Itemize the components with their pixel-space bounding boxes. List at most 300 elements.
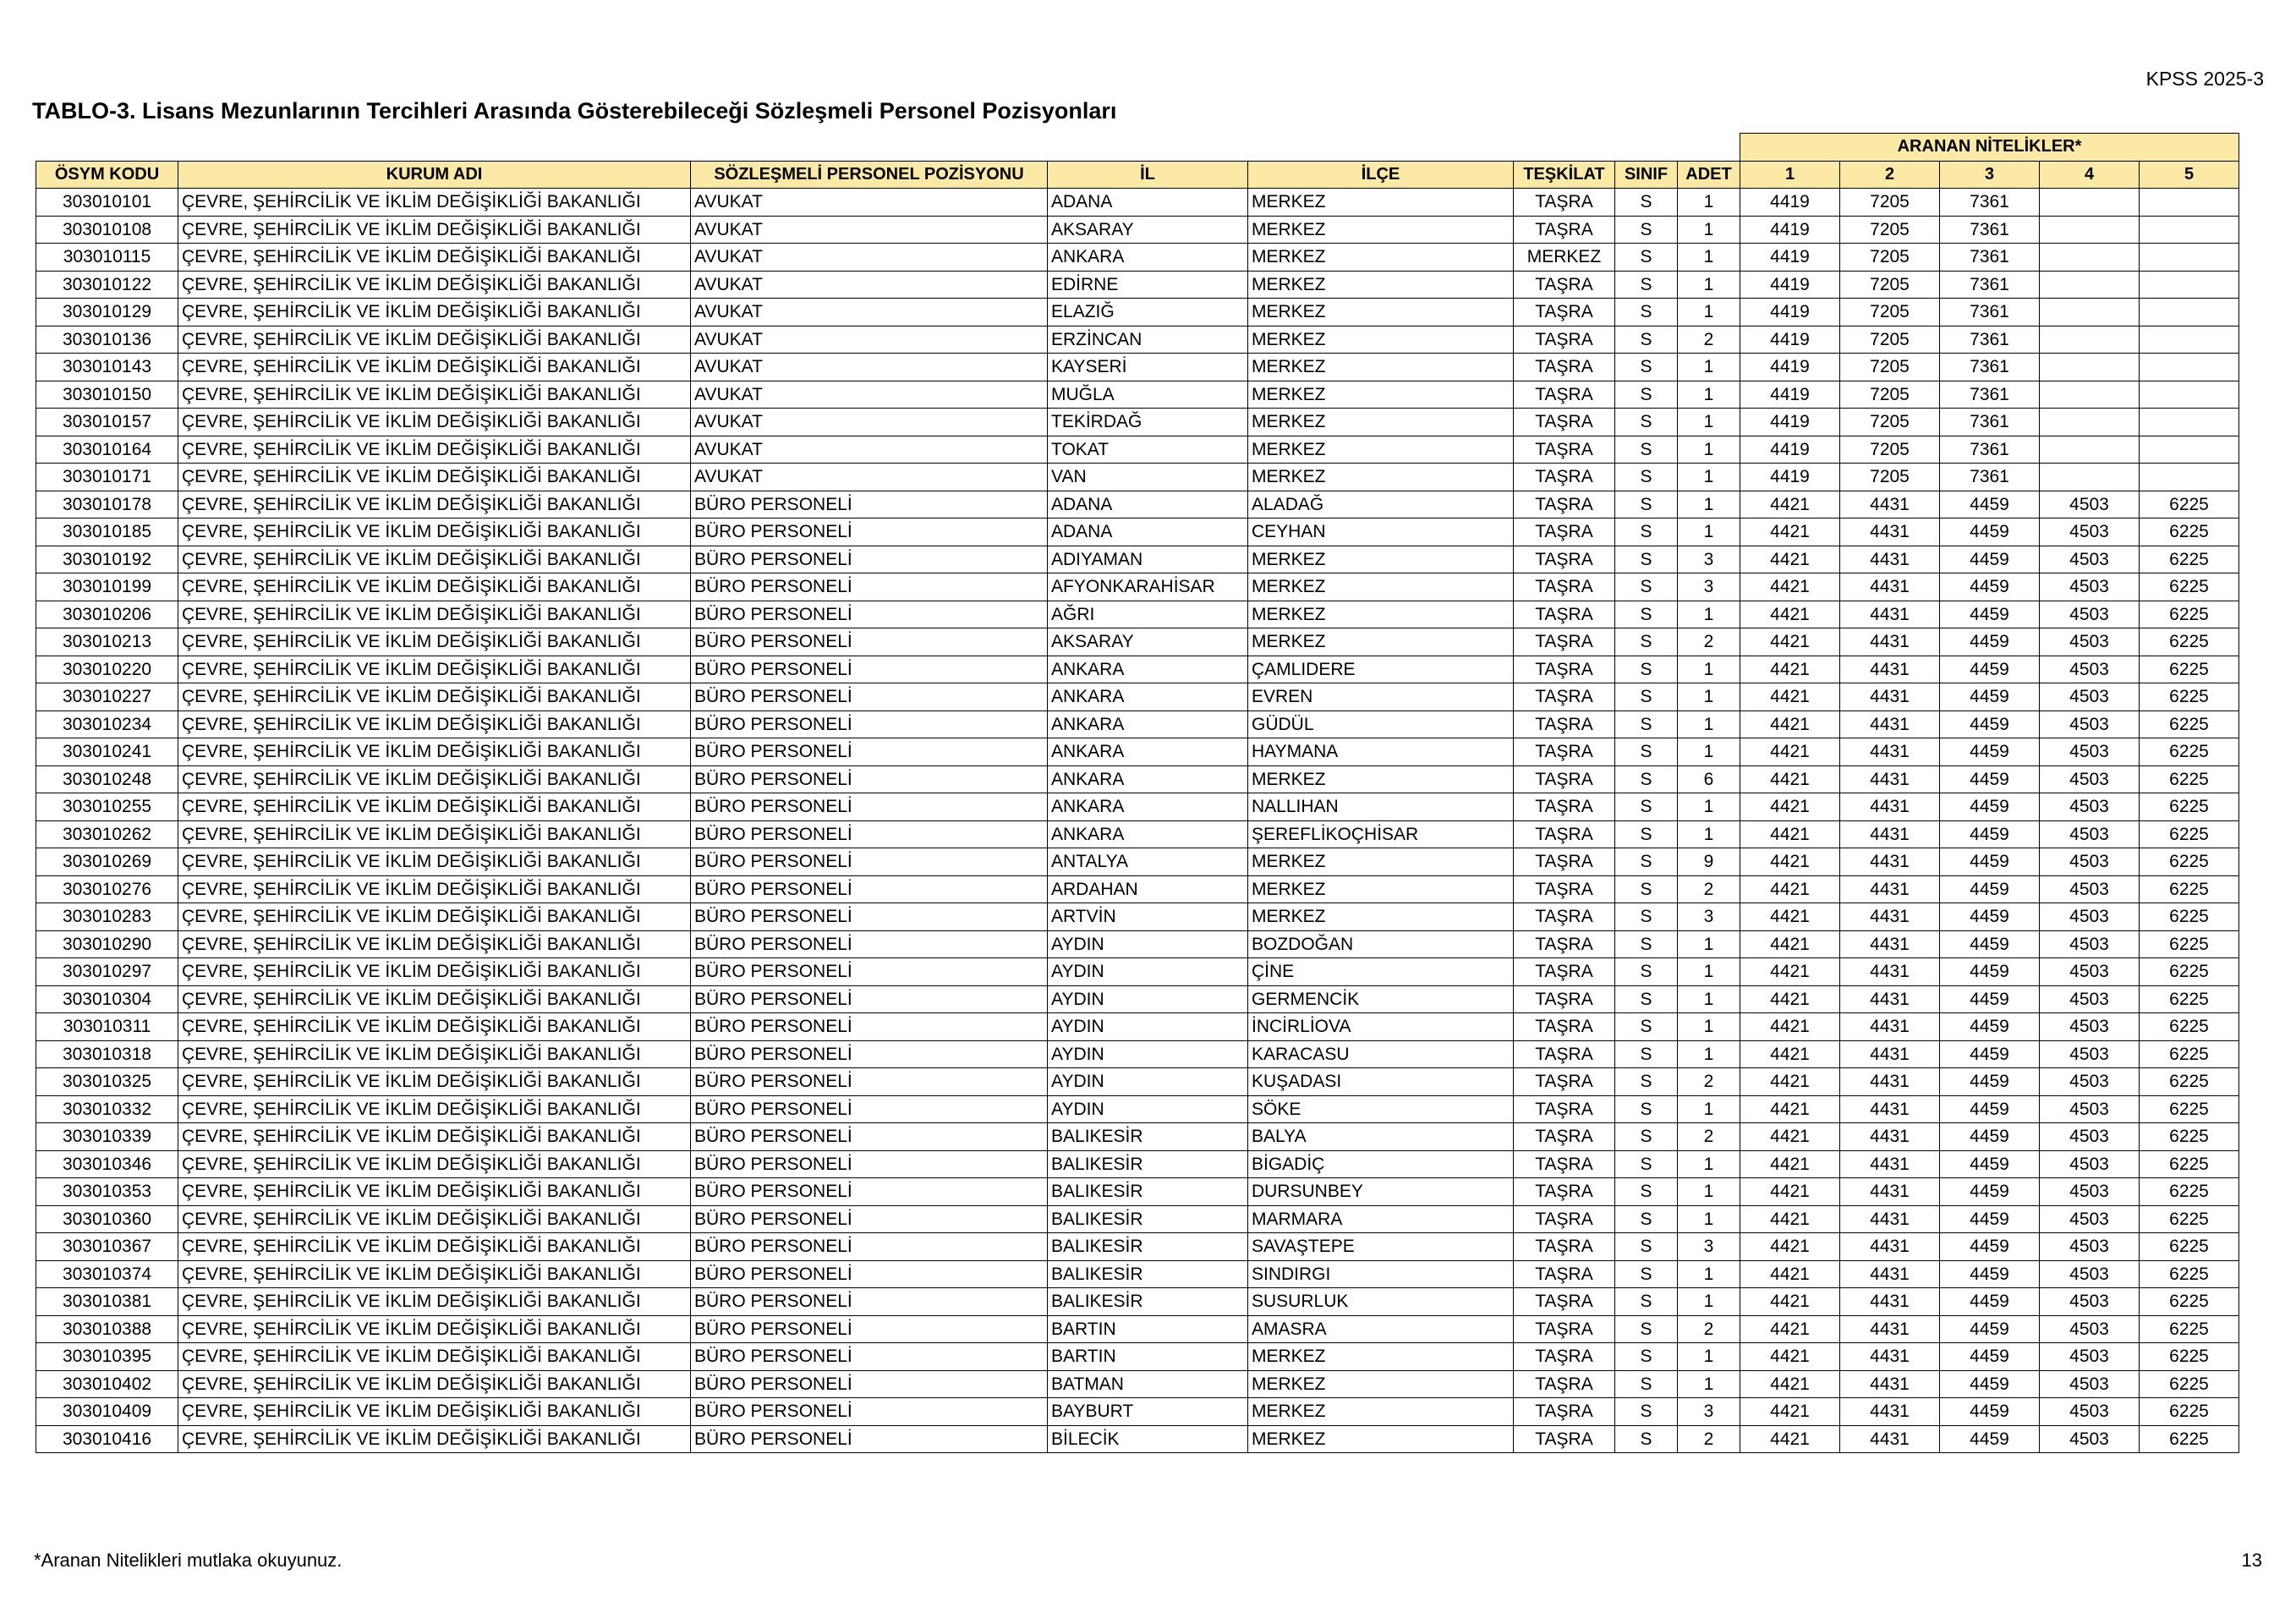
- cell-kurum-adi: ÇEVRE, ŞEHİRCİLİK VE İKLİM DEĞİŞİKLİĞİ BAKANLIĞI: [178, 354, 691, 381]
- table-row: [36, 464, 2239, 491]
- cell-nitelik-3: 4459: [1940, 1095, 2040, 1123]
- cell-kurum-adi: ÇEVRE, ŞEHİRCİLİK VE İKLİM DEĞİŞİKLİĞİ BAKANLIĞI: [178, 930, 691, 958]
- table-row: [36, 1013, 2239, 1041]
- cell-ilce: NALLIHAN: [1248, 793, 1514, 821]
- table-row: [36, 1425, 2239, 1453]
- cell-kurum-adi: ÇEVRE, ŞEHİRCİLİK VE İKLİM DEĞİŞİKLİĞİ BAKANLIĞI: [178, 1013, 691, 1041]
- cell-nitelik-1: 4421: [1740, 1343, 1840, 1371]
- cell-teskilat: TAŞRA: [1514, 793, 1615, 821]
- cell-nitelik-3: 7361: [1940, 354, 2040, 381]
- cell-sinif: S: [1615, 1370, 1678, 1398]
- cell-pozisyon: BÜRO PERSONELİ: [691, 601, 1048, 628]
- table-row: [36, 1040, 2239, 1068]
- cell-nitelik-3: 4459: [1940, 546, 2040, 573]
- cell-kurum-adi: ÇEVRE, ŞEHİRCİLİK VE İKLİM DEĞİŞİKLİĞİ BAKANLIĞI: [178, 464, 691, 491]
- cell-kurum-adi: ÇEVRE, ŞEHİRCİLİK VE İKLİM DEĞİŞİKLİĞİ BAKANLIĞI: [178, 1370, 691, 1398]
- cell-nitelik-5: 6225: [2140, 1013, 2239, 1041]
- cell-pozisyon: BÜRO PERSONELİ: [691, 1205, 1048, 1233]
- cell-nitelik-5: [2140, 244, 2239, 272]
- cell-nitelik-1: 4421: [1740, 710, 1840, 738]
- cell-nitelik-2: 4431: [1840, 985, 1940, 1013]
- cell-sinif: S: [1615, 271, 1678, 299]
- table-row: [36, 1123, 2239, 1151]
- cell-nitelik-1: 4419: [1740, 381, 1840, 409]
- cell-ilce: MARMARA: [1248, 1205, 1514, 1233]
- cell-pozisyon: BÜRO PERSONELİ: [691, 1288, 1048, 1316]
- cell-osym-kodu: 303010416: [36, 1425, 178, 1453]
- cell-nitelik-5: [2140, 436, 2239, 464]
- cell-nitelik-1: 4421: [1740, 738, 1840, 766]
- cell-pozisyon: BÜRO PERSONELİ: [691, 985, 1048, 1013]
- cell-adet: 3: [1678, 1233, 1740, 1261]
- table-row: [36, 683, 2239, 711]
- cell-teskilat: TAŞRA: [1514, 1343, 1615, 1371]
- cell-teskilat: TAŞRA: [1514, 216, 1615, 244]
- cell-osym-kodu: 303010143: [36, 354, 178, 381]
- cell-il: ANKARA: [1048, 656, 1248, 683]
- cell-nitelik-5: 6225: [2140, 1150, 2239, 1178]
- cell-nitelik-3: 7361: [1940, 216, 2040, 244]
- cell-teskilat: TAŞRA: [1514, 903, 1615, 931]
- cell-teskilat: TAŞRA: [1514, 1150, 1615, 1178]
- cell-sinif: S: [1615, 628, 1678, 656]
- cell-nitelik-1: 4421: [1740, 1205, 1840, 1233]
- table-row: [36, 573, 2239, 601]
- cell-nitelik-5: 6225: [2140, 1205, 2239, 1233]
- cell-nitelik-5: 6225: [2140, 930, 2239, 958]
- cell-ilce: DURSUNBEY: [1248, 1178, 1514, 1206]
- cell-il: ADANA: [1048, 189, 1248, 217]
- cell-osym-kodu: 303010269: [36, 848, 178, 876]
- cell-nitelik-4: [2040, 436, 2140, 464]
- cell-pozisyon: BÜRO PERSONELİ: [691, 628, 1048, 656]
- cell-il: BALIKESİR: [1048, 1178, 1248, 1206]
- cell-nitelik-1: 4421: [1740, 573, 1840, 601]
- cell-osym-kodu: 303010101: [36, 189, 178, 217]
- cell-osym-kodu: 303010178: [36, 491, 178, 518]
- cell-sinif: S: [1615, 464, 1678, 491]
- cell-il: ADANA: [1048, 518, 1248, 546]
- footnote: *Aranan Nitelikleri mutlaka okuyunuz.: [34, 1550, 342, 1571]
- cell-nitelik-2: 4431: [1840, 1343, 1940, 1371]
- cell-nitelik-1: 4419: [1740, 326, 1840, 354]
- cell-kurum-adi: ÇEVRE, ŞEHİRCİLİK VE İKLİM DEĞİŞİKLİĞİ BAKANLIĞI: [178, 1178, 691, 1206]
- cell-nitelik-1: 4421: [1740, 820, 1840, 848]
- cell-nitelik-1: 4421: [1740, 1425, 1840, 1453]
- cell-adet: 1: [1678, 1095, 1740, 1123]
- cell-nitelik-4: 4503: [2040, 1068, 2140, 1096]
- cell-nitelik-1: 4421: [1740, 1370, 1840, 1398]
- cell-nitelik-1: 4421: [1740, 930, 1840, 958]
- cell-teskilat: TAŞRA: [1514, 1370, 1615, 1398]
- cell-pozisyon: BÜRO PERSONELİ: [691, 793, 1048, 821]
- cell-il: KAYSERİ: [1048, 354, 1248, 381]
- cell-nitelik-2: 4431: [1840, 1370, 1940, 1398]
- cell-osym-kodu: 303010192: [36, 546, 178, 573]
- cell-nitelik-3: 7361: [1940, 409, 2040, 436]
- table-row: [36, 710, 2239, 738]
- table-row: [36, 765, 2239, 793]
- cell-pozisyon: BÜRO PERSONELİ: [691, 683, 1048, 711]
- cell-nitelik-5: 6225: [2140, 985, 2239, 1013]
- aranan-nitelikler-header: ARANAN NİTELİKLER*: [1740, 134, 2239, 162]
- cell-il: AKSARAY: [1048, 216, 1248, 244]
- cell-il: VAN: [1048, 464, 1248, 491]
- cell-nitelik-4: [2040, 409, 2140, 436]
- cell-nitelik-5: 6225: [2140, 518, 2239, 546]
- cell-pozisyon: AVUKAT: [691, 381, 1048, 409]
- cell-adet: 1: [1678, 958, 1740, 986]
- cell-pozisyon: BÜRO PERSONELİ: [691, 491, 1048, 518]
- cell-osym-kodu: 303010276: [36, 875, 178, 903]
- cell-osym-kodu: 303010367: [36, 1233, 178, 1261]
- cell-nitelik-2: 4431: [1840, 1425, 1940, 1453]
- table-row: [36, 1233, 2239, 1261]
- table-row: [36, 656, 2239, 683]
- cell-nitelik-5: 6225: [2140, 1343, 2239, 1371]
- cell-nitelik-3: 7361: [1940, 299, 2040, 326]
- cell-osym-kodu: 303010248: [36, 765, 178, 793]
- cell-il: BARTIN: [1048, 1343, 1248, 1371]
- column-header-sinif: SINIF: [1615, 161, 1678, 189]
- cell-sinif: S: [1615, 1233, 1678, 1261]
- cell-nitelik-5: 6225: [2140, 1425, 2239, 1453]
- cell-nitelik-2: 4431: [1840, 1205, 1940, 1233]
- cell-nitelik-3: 7361: [1940, 464, 2040, 491]
- cell-nitelik-3: 4459: [1940, 848, 2040, 876]
- cell-ilce: SUSURLUK: [1248, 1288, 1514, 1316]
- cell-pozisyon: BÜRO PERSONELİ: [691, 518, 1048, 546]
- cell-teskilat: TAŞRA: [1514, 1233, 1615, 1261]
- cell-pozisyon: AVUKAT: [691, 271, 1048, 299]
- cell-sinif: S: [1615, 820, 1678, 848]
- cell-adet: 1: [1678, 464, 1740, 491]
- cell-sinif: S: [1615, 930, 1678, 958]
- cell-sinif: S: [1615, 765, 1678, 793]
- cell-nitelik-2: 4431: [1840, 628, 1940, 656]
- cell-ilce: HAYMANA: [1248, 738, 1514, 766]
- cell-osym-kodu: 303010297: [36, 958, 178, 986]
- cell-adet: 2: [1678, 1123, 1740, 1151]
- cell-nitelik-5: 6225: [2140, 875, 2239, 903]
- cell-nitelik-3: 7361: [1940, 436, 2040, 464]
- cell-pozisyon: BÜRO PERSONELİ: [691, 1123, 1048, 1151]
- cell-sinif: S: [1615, 491, 1678, 518]
- cell-nitelik-1: 4421: [1740, 1068, 1840, 1096]
- cell-nitelik-3: 4459: [1940, 1178, 2040, 1206]
- cell-kurum-adi: ÇEVRE, ŞEHİRCİLİK VE İKLİM DEĞİŞİKLİĞİ BAKANLIĞI: [178, 820, 691, 848]
- cell-nitelik-3: 4459: [1940, 1123, 2040, 1151]
- cell-nitelik-3: 4459: [1940, 1233, 2040, 1261]
- cell-adet: 2: [1678, 1315, 1740, 1343]
- cell-nitelik-5: [2140, 216, 2239, 244]
- cell-nitelik-4: 4503: [2040, 903, 2140, 931]
- cell-nitelik-5: 6225: [2140, 1260, 2239, 1288]
- cell-sinif: S: [1615, 436, 1678, 464]
- cell-teskilat: TAŞRA: [1514, 930, 1615, 958]
- table-row: [36, 244, 2239, 272]
- cell-nitelik-3: 7361: [1940, 244, 2040, 272]
- cell-osym-kodu: 303010339: [36, 1123, 178, 1151]
- cell-pozisyon: AVUKAT: [691, 244, 1048, 272]
- cell-adet: 1: [1678, 1150, 1740, 1178]
- cell-pozisyon: BÜRO PERSONELİ: [691, 546, 1048, 573]
- cell-kurum-adi: ÇEVRE, ŞEHİRCİLİK VE İKLİM DEĞİŞİKLİĞİ BAKANLIĞI: [178, 409, 691, 436]
- page-header-code: KPSS 2025-3: [2145, 68, 2264, 90]
- cell-pozisyon: AVUKAT: [691, 299, 1048, 326]
- table-body: [36, 189, 2239, 1453]
- cell-kurum-adi: ÇEVRE, ŞEHİRCİLİK VE İKLİM DEĞİŞİKLİĞİ BAKANLIĞI: [178, 299, 691, 326]
- cell-nitelik-4: 4503: [2040, 793, 2140, 821]
- cell-sinif: S: [1615, 573, 1678, 601]
- cell-nitelik-5: [2140, 409, 2239, 436]
- cell-nitelik-4: [2040, 381, 2140, 409]
- cell-il: ERZİNCAN: [1048, 326, 1248, 354]
- cell-nitelik-2: 7205: [1840, 436, 1940, 464]
- cell-pozisyon: BÜRO PERSONELİ: [691, 1233, 1048, 1261]
- cell-nitelik-5: 6225: [2140, 820, 2239, 848]
- table-row: [36, 326, 2239, 354]
- cell-kurum-adi: ÇEVRE, ŞEHİRCİLİK VE İKLİM DEĞİŞİKLİĞİ BAKANLIĞI: [178, 546, 691, 573]
- table-row: [36, 1398, 2239, 1426]
- cell-osym-kodu: 303010213: [36, 628, 178, 656]
- cell-adet: 1: [1678, 985, 1740, 1013]
- cell-sinif: S: [1615, 958, 1678, 986]
- cell-nitelik-5: [2140, 299, 2239, 326]
- cell-sinif: S: [1615, 326, 1678, 354]
- cell-sinif: S: [1615, 1260, 1678, 1288]
- cell-nitelik-2: 4431: [1840, 601, 1940, 628]
- cell-teskilat: TAŞRA: [1514, 1288, 1615, 1316]
- cell-ilce: SÖKE: [1248, 1095, 1514, 1123]
- cell-sinif: S: [1615, 710, 1678, 738]
- table-row: [36, 1288, 2239, 1316]
- cell-nitelik-1: 4421: [1740, 1178, 1840, 1206]
- cell-teskilat: TAŞRA: [1514, 1095, 1615, 1123]
- table-row: [36, 1178, 2239, 1206]
- cell-osym-kodu: 303010115: [36, 244, 178, 272]
- cell-nitelik-4: 4503: [2040, 820, 2140, 848]
- cell-il: ADANA: [1048, 491, 1248, 518]
- cell-nitelik-4: 4503: [2040, 1398, 2140, 1426]
- cell-nitelik-1: 4419: [1740, 244, 1840, 272]
- cell-nitelik-3: 4459: [1940, 1013, 2040, 1041]
- cell-adet: 1: [1678, 1178, 1740, 1206]
- cell-kurum-adi: ÇEVRE, ŞEHİRCİLİK VE İKLİM DEĞİŞİKLİĞİ BAKANLIĞI: [178, 216, 691, 244]
- cell-nitelik-1: 4421: [1740, 1288, 1840, 1316]
- cell-teskilat: TAŞRA: [1514, 326, 1615, 354]
- cell-teskilat: TAŞRA: [1514, 1398, 1615, 1426]
- cell-ilce: BİGADİÇ: [1248, 1150, 1514, 1178]
- cell-osym-kodu: 303010157: [36, 409, 178, 436]
- table-row: [36, 271, 2239, 299]
- cell-osym-kodu: 303010171: [36, 464, 178, 491]
- cell-sinif: S: [1615, 409, 1678, 436]
- cell-ilce: CEYHAN: [1248, 518, 1514, 546]
- cell-nitelik-2: 7205: [1840, 326, 1940, 354]
- cell-ilce: MERKEZ: [1248, 903, 1514, 931]
- cell-teskilat: TAŞRA: [1514, 1123, 1615, 1151]
- cell-sinif: S: [1615, 875, 1678, 903]
- cell-teskilat: TAŞRA: [1514, 985, 1615, 1013]
- cell-il: ELAZIĞ: [1048, 299, 1248, 326]
- cell-pozisyon: BÜRO PERSONELİ: [691, 875, 1048, 903]
- cell-osym-kodu: 303010136: [36, 326, 178, 354]
- cell-adet: 1: [1678, 930, 1740, 958]
- cell-nitelik-4: 4503: [2040, 628, 2140, 656]
- cell-nitelik-1: 4421: [1740, 1398, 1840, 1426]
- cell-nitelik-4: 4503: [2040, 573, 2140, 601]
- column-header-nitelik-3: 3: [1940, 161, 2040, 189]
- cell-il: AĞRI: [1048, 601, 1248, 628]
- cell-adet: 1: [1678, 491, 1740, 518]
- cell-ilce: KARACASU: [1248, 1040, 1514, 1068]
- cell-osym-kodu: 303010122: [36, 271, 178, 299]
- cell-nitelik-4: 4503: [2040, 1370, 2140, 1398]
- cell-nitelik-4: 4503: [2040, 1233, 2140, 1261]
- cell-teskilat: TAŞRA: [1514, 1013, 1615, 1041]
- cell-ilce: MERKEZ: [1248, 1398, 1514, 1426]
- cell-nitelik-1: 4421: [1740, 491, 1840, 518]
- cell-nitelik-4: 4503: [2040, 1343, 2140, 1371]
- cell-nitelik-2: 4431: [1840, 1123, 1940, 1151]
- cell-osym-kodu: 303010395: [36, 1343, 178, 1371]
- cell-il: ARDAHAN: [1048, 875, 1248, 903]
- cell-il: AYDIN: [1048, 1068, 1248, 1096]
- cell-osym-kodu: 303010290: [36, 930, 178, 958]
- cell-ilce: MERKEZ: [1248, 848, 1514, 876]
- cell-nitelik-3: 4459: [1940, 1150, 2040, 1178]
- table-row: [36, 875, 2239, 903]
- cell-nitelik-2: 4431: [1840, 793, 1940, 821]
- table-row: [36, 381, 2239, 409]
- page-number: 13: [2241, 1550, 2262, 1571]
- cell-nitelik-4: 4503: [2040, 491, 2140, 518]
- cell-kurum-adi: ÇEVRE, ŞEHİRCİLİK VE İKLİM DEĞİŞİKLİĞİ BAKANLIĞI: [178, 601, 691, 628]
- cell-nitelik-2: 7205: [1840, 244, 1940, 272]
- cell-nitelik-3: 4459: [1940, 1068, 2040, 1096]
- cell-adet: 1: [1678, 1205, 1740, 1233]
- cell-nitelik-4: 4503: [2040, 1315, 2140, 1343]
- positions-table: [36, 133, 2239, 1453]
- cell-nitelik-2: 7205: [1840, 189, 1940, 217]
- cell-ilce: KUŞADASI: [1248, 1068, 1514, 1096]
- cell-nitelik-5: 6225: [2140, 573, 2239, 601]
- cell-il: AYDIN: [1048, 930, 1248, 958]
- table-row: [36, 1260, 2239, 1288]
- cell-nitelik-4: 4503: [2040, 765, 2140, 793]
- cell-sinif: S: [1615, 546, 1678, 573]
- cell-teskilat: TAŞRA: [1514, 518, 1615, 546]
- cell-nitelik-3: 4459: [1940, 1288, 2040, 1316]
- cell-adet: 1: [1678, 1260, 1740, 1288]
- cell-nitelik-5: 6225: [2140, 1068, 2239, 1096]
- cell-sinif: S: [1615, 354, 1678, 381]
- cell-osym-kodu: 303010129: [36, 299, 178, 326]
- cell-nitelik-1: 4421: [1740, 793, 1840, 821]
- cell-osym-kodu: 303010283: [36, 903, 178, 931]
- group-header-spacer: [36, 134, 1740, 162]
- cell-nitelik-1: 4421: [1740, 765, 1840, 793]
- cell-kurum-adi: ÇEVRE, ŞEHİRCİLİK VE İKLİM DEĞİŞİKLİĞİ BAKANLIĞI: [178, 903, 691, 931]
- cell-adet: 1: [1678, 601, 1740, 628]
- cell-pozisyon: BÜRO PERSONELİ: [691, 1398, 1048, 1426]
- cell-nitelik-4: 4503: [2040, 1178, 2140, 1206]
- cell-nitelik-2: 7205: [1840, 299, 1940, 326]
- cell-ilce: EVREN: [1248, 683, 1514, 711]
- column-header-nitelik-1: 1: [1740, 161, 1840, 189]
- cell-nitelik-2: 4431: [1840, 903, 1940, 931]
- cell-nitelik-1: 4421: [1740, 1013, 1840, 1041]
- column-header-ilce: İLÇE: [1248, 161, 1514, 189]
- column-header-nitelik-4: 4: [2040, 161, 2140, 189]
- cell-ilce: MERKEZ: [1248, 1343, 1514, 1371]
- cell-sinif: S: [1615, 1095, 1678, 1123]
- cell-teskilat: TAŞRA: [1514, 1178, 1615, 1206]
- cell-teskilat: TAŞRA: [1514, 409, 1615, 436]
- cell-nitelik-4: [2040, 326, 2140, 354]
- cell-nitelik-4: 4503: [2040, 518, 2140, 546]
- cell-adet: 1: [1678, 189, 1740, 217]
- cell-nitelik-3: 4459: [1940, 985, 2040, 1013]
- cell-osym-kodu: 303010402: [36, 1370, 178, 1398]
- cell-nitelik-1: 4419: [1740, 189, 1840, 217]
- cell-nitelik-5: 6225: [2140, 1370, 2239, 1398]
- cell-nitelik-4: 4503: [2040, 1425, 2140, 1453]
- cell-nitelik-1: 4421: [1740, 875, 1840, 903]
- cell-sinif: S: [1615, 903, 1678, 931]
- cell-nitelik-4: [2040, 271, 2140, 299]
- cell-nitelik-2: 4431: [1840, 875, 1940, 903]
- cell-ilce: MERKEZ: [1248, 546, 1514, 573]
- cell-il: BAYBURT: [1048, 1398, 1248, 1426]
- cell-nitelik-5: 6225: [2140, 1040, 2239, 1068]
- cell-sinif: S: [1615, 1178, 1678, 1206]
- cell-ilce: MERKEZ: [1248, 1370, 1514, 1398]
- cell-ilce: MERKEZ: [1248, 216, 1514, 244]
- cell-nitelik-5: 6225: [2140, 738, 2239, 766]
- cell-nitelik-3: 4459: [1940, 601, 2040, 628]
- cell-teskilat: TAŞRA: [1514, 765, 1615, 793]
- cell-nitelik-4: 4503: [2040, 683, 2140, 711]
- cell-kurum-adi: ÇEVRE, ŞEHİRCİLİK VE İKLİM DEĞİŞİKLİĞİ BAKANLIĞI: [178, 436, 691, 464]
- table-row: [36, 1343, 2239, 1371]
- cell-nitelik-2: 7205: [1840, 216, 1940, 244]
- cell-sinif: S: [1615, 793, 1678, 821]
- cell-osym-kodu: 303010311: [36, 1013, 178, 1041]
- cell-il: TOKAT: [1048, 436, 1248, 464]
- column-header-pozisyon: SÖZLEŞMELİ PERSONEL POZİSYONU: [691, 161, 1048, 189]
- cell-sinif: S: [1615, 244, 1678, 272]
- cell-nitelik-5: 6225: [2140, 1288, 2239, 1316]
- cell-ilce: ÇİNE: [1248, 958, 1514, 986]
- cell-il: BALIKESİR: [1048, 1233, 1248, 1261]
- cell-nitelik-1: 4421: [1740, 683, 1840, 711]
- cell-nitelik-1: 4421: [1740, 546, 1840, 573]
- cell-adet: 6: [1678, 765, 1740, 793]
- cell-nitelik-4: 4503: [2040, 1013, 2140, 1041]
- cell-nitelik-2: 4431: [1840, 738, 1940, 766]
- table-row: [36, 1150, 2239, 1178]
- cell-adet: 2: [1678, 1068, 1740, 1096]
- table-row: [36, 518, 2239, 546]
- positions-table-container: [36, 133, 2239, 1453]
- cell-pozisyon: BÜRO PERSONELİ: [691, 1040, 1048, 1068]
- cell-kurum-adi: ÇEVRE, ŞEHİRCİLİK VE İKLİM DEĞİŞİKLİĞİ BAKANLIĞI: [178, 1040, 691, 1068]
- cell-nitelik-4: [2040, 299, 2140, 326]
- cell-adet: 1: [1678, 299, 1740, 326]
- cell-il: BİLECİK: [1048, 1425, 1248, 1453]
